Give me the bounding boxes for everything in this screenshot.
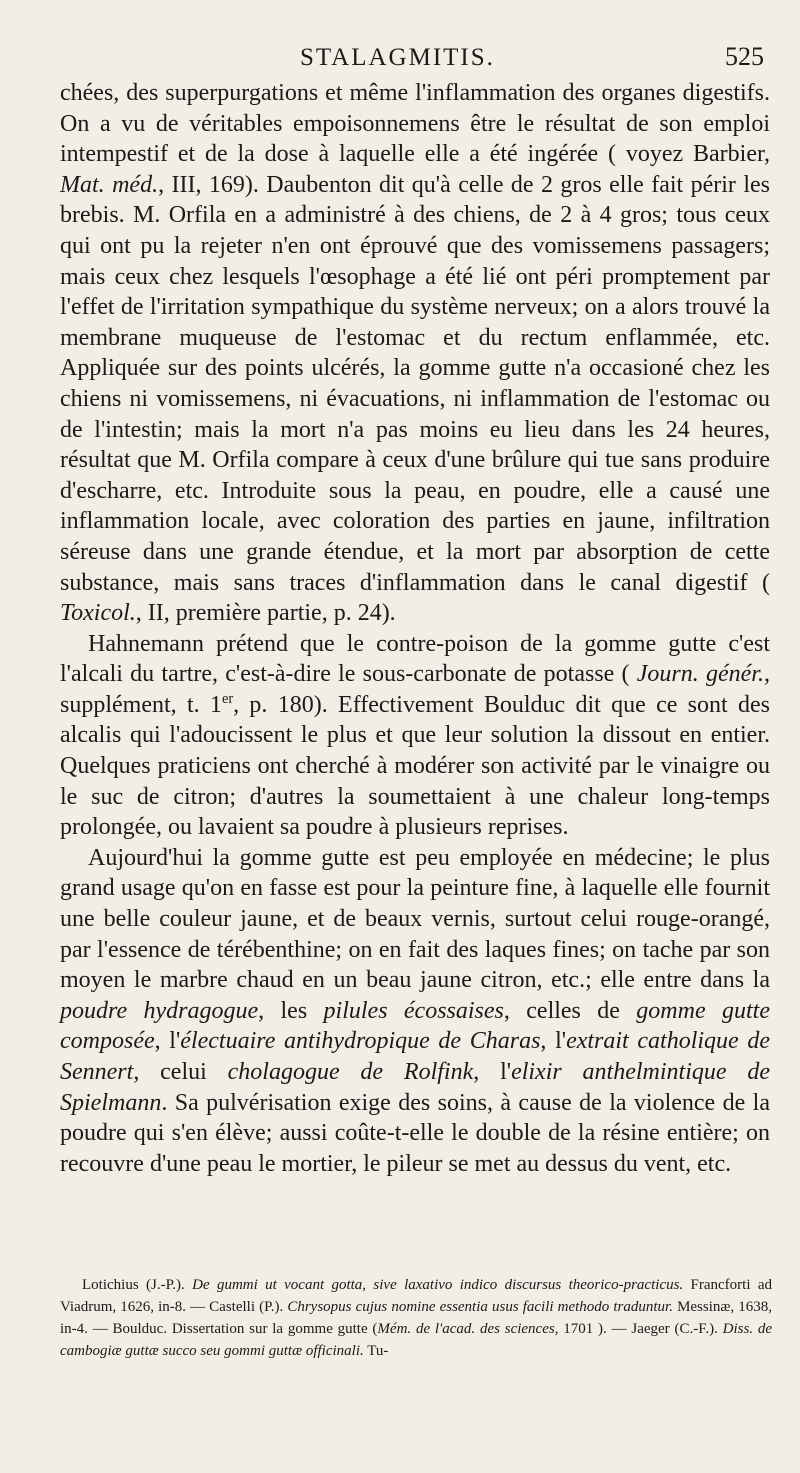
italic-run: poudre hydragogue: [60, 997, 259, 1024]
text-run: , celui: [133, 1059, 228, 1085]
text-run: Lotichius (J.-P.).: [82, 1277, 193, 1293]
text-run: , l': [473, 1059, 512, 1085]
paragraph: [60, 78, 770, 629]
text-run: , celles de: [503, 997, 637, 1024]
paragraph: [60, 629, 770, 843]
text-run: . Sa pulvérisation exige des soins, à cause de la violence de la poudre qui s'en élève; aussi coûte-t-elle le double de la résine entière; on recouvre d'une peau le mortier, le pileur se met au dessus du vent, etc.: [60, 1089, 770, 1177]
text-run: , supplément, t. 1: [60, 661, 770, 718]
italic-run: Journ. génér.: [636, 661, 764, 688]
text-run: chées, des superpurgations et même l'inflammation des organes digestifs. On a vu de véritables empoisonnemens être le résultat de son emploi intempestif et de la dose à laquelle elle a été ingérée ( voyez Barbier,: [60, 80, 770, 168]
italic-run: Chrysopus cujus nomine essentia usus facili methodo traduntur.: [287, 1299, 673, 1315]
italic-run: pilules écossaises: [323, 997, 504, 1024]
text-run: , les: [258, 997, 324, 1024]
text-run: , l': [540, 1028, 567, 1055]
text-run: , 1701 ). — Jaeger (C.-F.).: [554, 1321, 723, 1337]
page-header: [60, 36, 770, 76]
superscript-run: er: [221, 690, 234, 707]
bibliography-paragraph: [60, 1274, 772, 1362]
italic-run: Mat. méd.: [60, 171, 159, 198]
italic-run: Diss. de cambogiæ guttæ succo seu gommi guttæ officinali.: [60, 1321, 772, 1359]
text-run: , p. 180). Effectivement Boulduc dit que ce sont des alcalis qui l'adoucissent le plus et que leur solution la dissout en entier. Quelques praticiens ont cherché à modérer son activité par le vinaigre ou le suc de citron; d'autres la soumettaient à une chaleur long-temps prolongée, ou lavaient sa poudre à plusieurs reprises.: [60, 691, 770, 841]
bibliography-note: [60, 1274, 772, 1362]
text-run: Tu-: [363, 1343, 389, 1359]
page-number: 525: [725, 42, 764, 71]
italic-run: Toxicol.: [60, 600, 136, 627]
text-run: , II, première partie, p. 24).: [135, 600, 396, 627]
text-run: Aujourd'hui la gomme gutte est peu employée en médecine; le plus grand usage qu'on en fasse est pour la peinture fine, à laquelle elle fournit une belle couleur jaune, et de beaux vernis, surtout celui rouge-orangé, par l'essence de térébenthine; on en fait des laques fines; on tache par son moyen le marbre chaud en un beau jaune citron, etc.; elle entre dans la: [60, 844, 770, 994]
italic-run: gomme gutte composée: [60, 997, 770, 1055]
paragraph: [60, 843, 770, 1180]
text-run: Messinæ, 1638, in-4. — Boulduc. Dissertation sur la gomme gutte (: [60, 1299, 772, 1337]
main-text: [60, 78, 770, 1179]
text-run: Francforti ad Viadrum, 1626, in-8. — Castelli (P.).: [60, 1277, 773, 1315]
italic-run: elixir anthelmintique de Spielmann: [60, 1059, 771, 1116]
text-run: , III, 169). Daubenton dit qu'à celle de 2 gros elle fait périr les brebis. M. Orfila en a administré à des chiens, de 2 à 4 gros; tous ceux qui ont pu la rejeter n'en ont éprouvé que des vomissemens passagers; mais ceux chez lesquels l'œsophage a été lié ont péri promptement par l'effet de l'irritation sympathique du système nerveux; on a alors trouvé la membrane muqueuse de l'estomac et du rectum enflammée, etc. Appliquée sur des points ulcérés, la gomme gutte n'a occasioné chez les chiens ni vomissemens, ni évacuations, ni inflammation de l'estomac ou de l'intestin; mais la mort n'a pas moins eu lieu dans les 24 heures, résultat que M. Orfila compare à ceux d'une brûlure qui tue sans produire d'escharre, etc. Introduite sous la peau, en poudre, elle a causé une inflammation locale, avec coloration des parties en jaune, infiltration séreuse dans une grande étendue, et la mort par absorption de cette substance, mais sans traces d'inflammation dans le canal digestif (: [60, 171, 770, 596]
italic-run: électuaire antihydropique de Charas: [180, 1028, 541, 1055]
italic-run: De gummi ut vocant gotta, sive laxativo indico discursus theorico-practicus.: [192, 1277, 684, 1293]
text-run: , l': [154, 1028, 181, 1055]
italic-run: cholagogue de Rolfink: [227, 1059, 474, 1085]
italic-run: extrait catholique de Sennert: [60, 1028, 770, 1085]
text-run: Hahnemann prétend que le contre-poison de la gomme gutte c'est l'alcali du tartre, c'est-à-dire le sous-carbonate de potasse (: [60, 630, 770, 688]
running-title: STALAGMITIS.: [300, 44, 495, 71]
italic-run: Mém. de l'acad. des sciences: [377, 1321, 555, 1337]
